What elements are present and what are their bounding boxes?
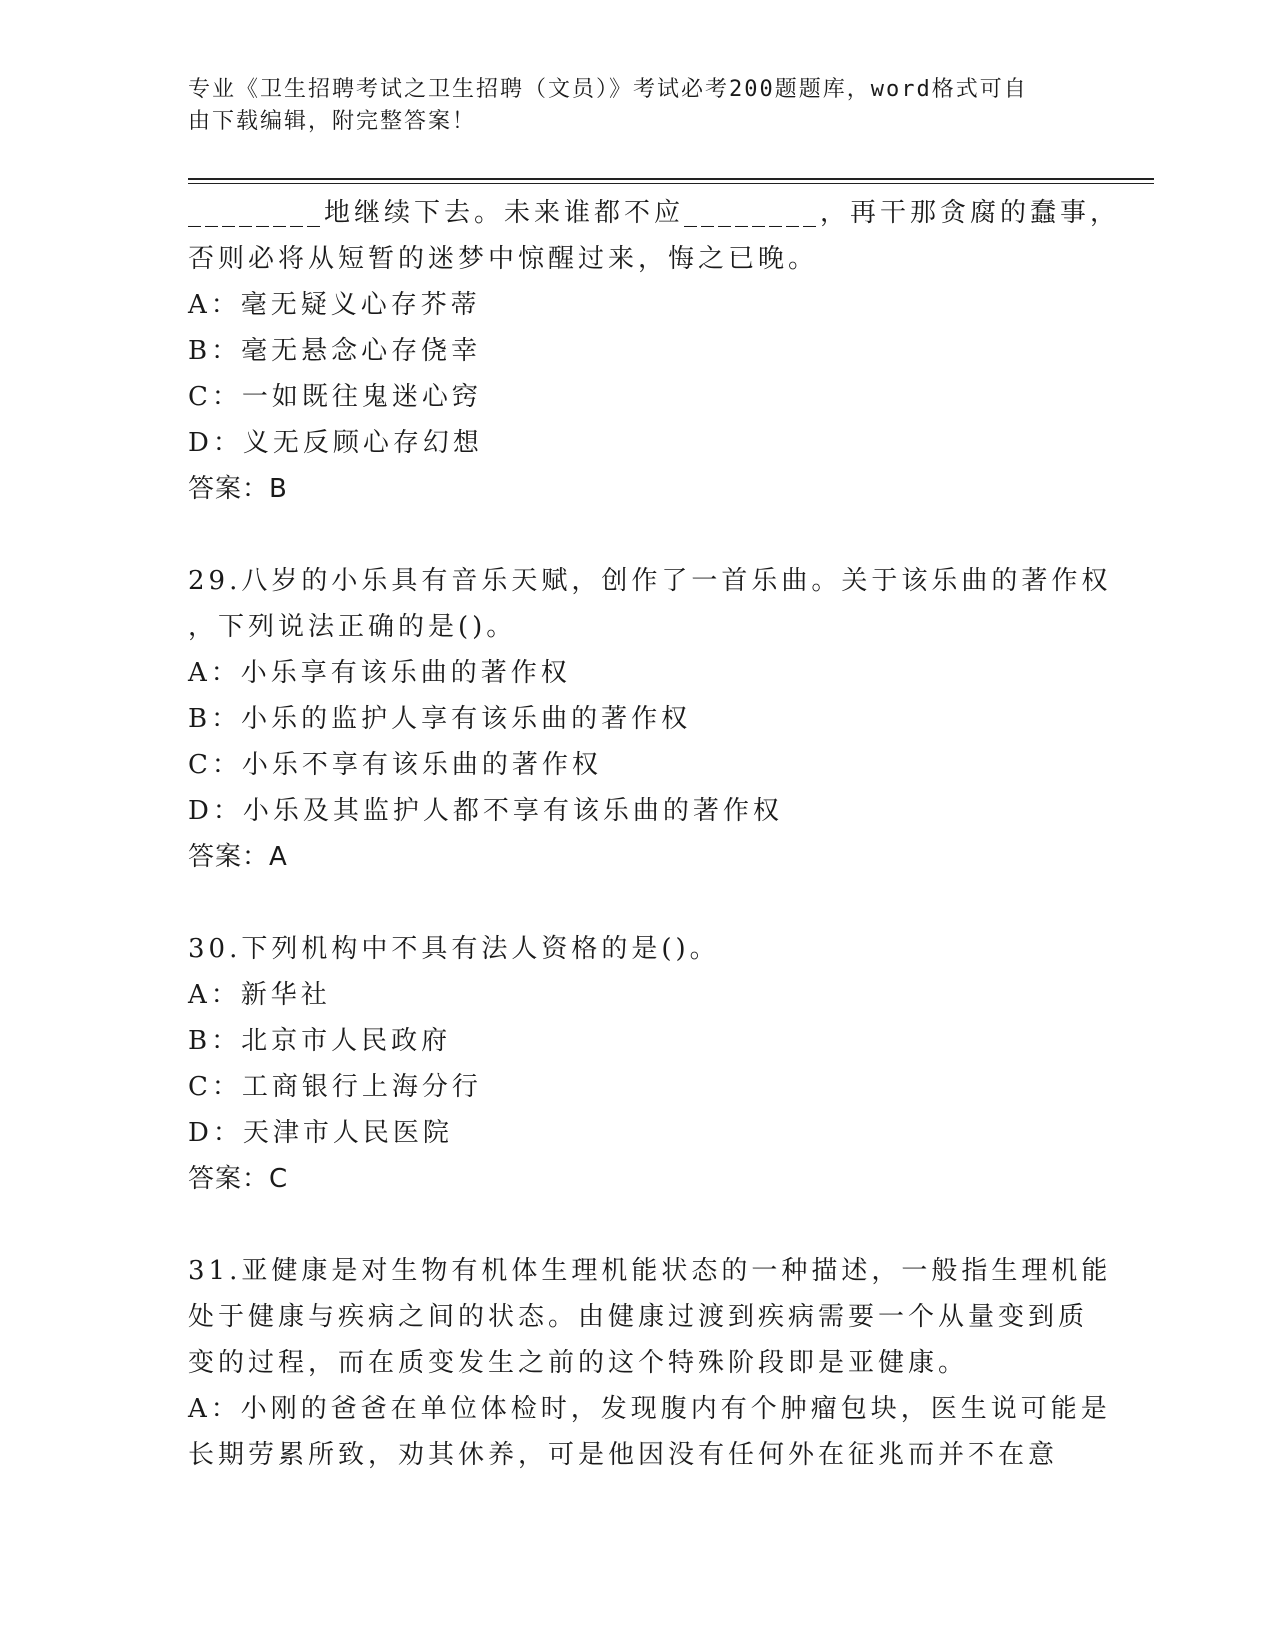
- question-29: [188, 558, 1112, 880]
- option-d: D：天津市人民医院: [188, 1118, 453, 1148]
- question-text: 30.下列机构中不具有法人资格的是()。: [188, 934, 720, 964]
- question-28-tail: [188, 190, 1121, 512]
- spacer: [188, 512, 1088, 558]
- question-text: 29.八岁的小乐具有音乐天赋，创作了一首乐曲。关于该乐曲的著作权: [188, 566, 1112, 596]
- option-a: A：小刚的爸爸在单位体检时，发现腹内有个肿瘤包块，医生说可能是: [188, 1394, 1111, 1424]
- option-a: A：小乐享有该乐曲的著作权: [188, 658, 571, 688]
- header-line-1: 专业《卫生招聘考试之卫生招聘（文员）》考试必考200题题库，word格式可自: [188, 77, 1028, 102]
- option-d: D：小乐及其监护人都不享有该乐曲的著作权: [188, 796, 783, 826]
- option-d: D：义无反顾心存幻想: [188, 428, 483, 458]
- answer-line: 答案：C: [188, 1164, 289, 1194]
- option-b: B：小乐的监护人享有该乐曲的著作权: [188, 704, 692, 734]
- header-divider-thin: [188, 183, 1154, 184]
- question-text: 变的过程，而在质变发生之前的这个特殊阶段即是亚健康。: [188, 1348, 969, 1378]
- option-c: C：工商银行上海分行: [188, 1072, 482, 1102]
- spacer: [188, 880, 1088, 926]
- answer-line: 答案：A: [188, 842, 288, 872]
- document-body: [188, 190, 1121, 1478]
- option-b: B：北京市人民政府: [188, 1026, 452, 1056]
- header-line-2: 由下载编辑，附完整答案！: [188, 109, 477, 134]
- question-31: [188, 1248, 1112, 1478]
- option-a: A：新华社: [188, 980, 331, 1010]
- header-divider-thick: [188, 178, 1154, 180]
- question-text: ________地继续下去。未来谁都不应________，再干那贪腐的蠢事，: [188, 198, 1121, 228]
- option-a-continued: 长期劳累所致，劝其休养，可是他因没有任何外在征兆而并不在意: [188, 1440, 1059, 1470]
- answer-line: 答案：B: [188, 474, 288, 504]
- document-header: [188, 74, 1068, 138]
- option-b: B：毫无悬念心存侥幸: [188, 336, 482, 366]
- question-text: 否则必将从短暂的迷梦中惊醒过来，悔之已晚。: [188, 244, 819, 274]
- option-c: C：一如既往鬼迷心窍: [188, 382, 482, 412]
- question-text: 处于健康与疾病之间的状态。由健康过渡到疾病需要一个从量变到质: [188, 1302, 1089, 1332]
- option-c: C：小乐不享有该乐曲的著作权: [188, 750, 602, 780]
- option-a: A：毫无疑义心存芥蒂: [188, 290, 481, 320]
- question-text: 31.亚健康是对生物有机体生理机能状态的一种描述，一般指生理机能: [188, 1256, 1112, 1286]
- spacer: [188, 1202, 1088, 1248]
- question-text: ，下列说法正确的是()。: [188, 612, 517, 642]
- question-30: [188, 926, 1088, 1202]
